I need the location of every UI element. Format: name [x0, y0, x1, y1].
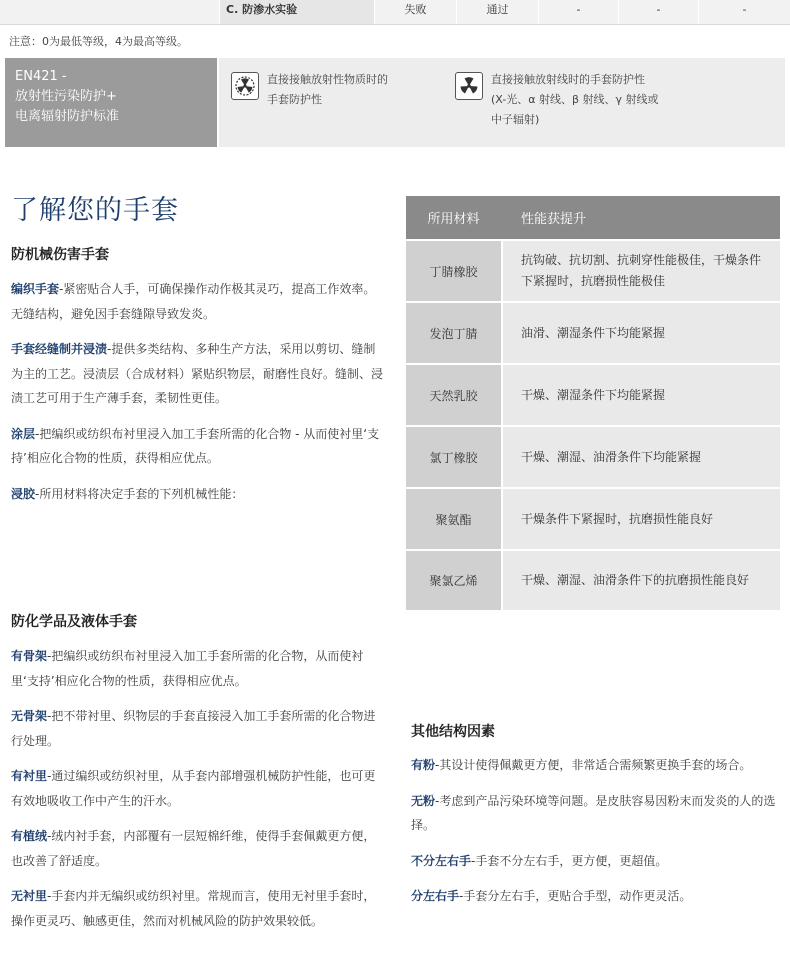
en421-item-contamination — [267, 70, 388, 110]
en421-details — [219, 58, 785, 147]
result-cell: - — [618, 0, 698, 24]
en421-item-line: 中子辐射) — [491, 113, 540, 126]
ionizing-radiation-icon — [455, 72, 483, 100]
list-item — [411, 753, 786, 778]
other-heading: 其他结构因素 — [411, 724, 495, 740]
item-text: -手套内并无编织或纺织衬里。常规而言，使用无衬里手套时，操作更灵巧、触感更佳，然而对机械风险的防护效果较低。 — [11, 889, 376, 928]
item-text: -紧密贴合人手，可确保操作动作极其灵巧，提高工作效率。无缝结构，避免因手套缝隙导致发炎。 — [11, 282, 376, 321]
rating-note: 注意：0为最低等级，4为最高等级。 — [9, 35, 188, 48]
page-title: 了解您的手套 — [11, 195, 179, 226]
en421-title — [5, 58, 217, 147]
item-term: 分左右手 — [411, 889, 460, 903]
en421-item-line: (X-光、α 射线、β 射线、γ 射线或 — [491, 93, 659, 106]
chemical-list — [11, 644, 386, 933]
result-cell: - — [538, 0, 618, 24]
en421-item-radiation — [491, 70, 659, 130]
table-row — [406, 239, 780, 301]
list-item — [11, 422, 386, 471]
list-item — [11, 764, 386, 813]
list-item — [411, 849, 786, 874]
list-item — [11, 482, 386, 507]
item-term: 浸胶 — [11, 486, 36, 501]
item-term: 有衬里 — [11, 769, 48, 783]
list-item — [11, 704, 386, 753]
item-term: 涂层 — [11, 426, 36, 441]
performance-cell: 油滑、潮湿条件下均能紧握 — [501, 303, 780, 363]
item-text: -通过编织或纺织衬里，从手套内部增强机械防护性能，也可更有效地吸收工作中产生的汗水。 — [11, 769, 376, 808]
list-item — [411, 884, 786, 909]
material-cell: 发泡丁腈 — [406, 303, 501, 363]
item-term: 有粉 — [411, 758, 436, 772]
material-cell: 氯丁橡胶 — [406, 427, 501, 487]
radioactive-contamination-icon — [231, 72, 259, 100]
en421-title-line: 放射性污染防护+ — [15, 89, 117, 104]
item-text: -其设计使得佩戴更方便，非常适合需频繁更换手套的场合。 — [435, 758, 752, 772]
item-term: 无粉 — [411, 793, 436, 808]
mechanical-list — [11, 277, 386, 506]
item-term: 有骨架 — [11, 649, 48, 663]
performance-cell: 干燥条件下紧握时，抗磨损性能良好 — [501, 489, 780, 549]
test-result-row — [0, 0, 790, 25]
list-item — [11, 824, 386, 873]
item-text: -提供多类结构、多种生产方法，采用以剪切、缝制为主的工艺。浸渍层（合成材料）紧贴织物层，耐磨性良好。缝制、浸渍工艺可用于生产薄手套，柔韧性更佳。 — [11, 342, 384, 405]
performance-cell: 干燥、潮湿条件下均能紧握 — [501, 365, 780, 425]
item-term: 不分左右手 — [411, 853, 472, 868]
item-text: -所用材料将决定手套的下列机械性能： — [35, 486, 244, 501]
item-text: -把编织或纺织布衬里浸入加工手套所需的化合物，从而使衬里‘支持’相应化合物的性质，获得相应优点。 — [11, 649, 364, 688]
result-cell: 失败 — [374, 0, 456, 24]
list-item — [411, 789, 786, 838]
table-row — [406, 363, 780, 425]
material-cell: 聚氨酯 — [406, 489, 501, 549]
table-row — [406, 487, 780, 549]
item-text: -考虑到产品污染环境等问题。是皮肤容易因粉末而发炎的人的选择。 — [411, 793, 776, 832]
list-item — [11, 277, 386, 326]
item-term: 无骨架 — [11, 709, 48, 723]
item-term: 编织手套 — [11, 282, 60, 296]
result-cell: - — [698, 0, 790, 24]
list-item — [11, 337, 386, 411]
header-performance: 性能获提升 — [501, 208, 780, 227]
result-cell: 通过 — [456, 0, 538, 24]
performance-cell: 干燥、潮湿、油滑条件下的抗磨损性能良好 — [501, 551, 780, 610]
material-cell: 聚氯乙烯 — [406, 551, 501, 610]
list-item — [11, 884, 386, 933]
performance-cell: 抗钩破、抗切割、抗刺穿性能极佳，干燥条件下紧握时，抗磨损性能极佳 — [501, 241, 780, 301]
en421-item-line: 手套防护性 — [267, 93, 322, 106]
materials-table — [406, 196, 780, 610]
other-list — [411, 753, 786, 909]
table-row — [406, 425, 780, 487]
item-term: 手套经缝制并浸渍 — [11, 342, 108, 356]
list-item — [11, 644, 386, 693]
item-text: -手套分左右手，更贴合手型，动作更灵活。 — [459, 889, 692, 903]
performance-cell: 干燥、潮湿、油滑条件下均能紧握 — [501, 427, 780, 487]
en421-item-line: 直接接触放射线时的手套防护性 — [491, 73, 645, 86]
en421-title-line: 电离辐射防护标准 — [15, 109, 120, 124]
material-cell: 丁腈橡胶 — [406, 241, 501, 301]
header-material: 所用材料 — [427, 212, 480, 227]
table-row — [406, 301, 780, 363]
material-cell: 天然乳胶 — [406, 365, 501, 425]
item-text: -把不带衬里、织物层的手套直接浸入加工手套所需的化合物进行处理。 — [11, 709, 376, 748]
item-term: 无衬里 — [11, 889, 48, 903]
mechanical-heading: 防机械伤害手套 — [11, 247, 109, 263]
item-text: -手套不分左右手，更方便，更超值。 — [471, 853, 668, 868]
en421-title-line: EN421 - — [15, 69, 67, 84]
item-text: -把编织或纺织布衬里浸入加工手套所需的化合物 - 从而使衬里‘支持’相应化合物的性质，获得相应优点。 — [11, 426, 380, 465]
table-header — [406, 196, 780, 239]
test-label: C. 防渗水实验 — [219, 0, 374, 24]
item-text: -绒内衬手套，内部覆有一层短棉纤维，使得手套佩戴更方便，也改善了舒适度。 — [11, 829, 376, 868]
item-term: 有植绒 — [11, 829, 48, 843]
table-row — [406, 549, 780, 610]
en421-item-line: 直接接触放射性物质时的 — [267, 73, 388, 86]
chemical-heading: 防化学品及液体手套 — [11, 614, 137, 630]
